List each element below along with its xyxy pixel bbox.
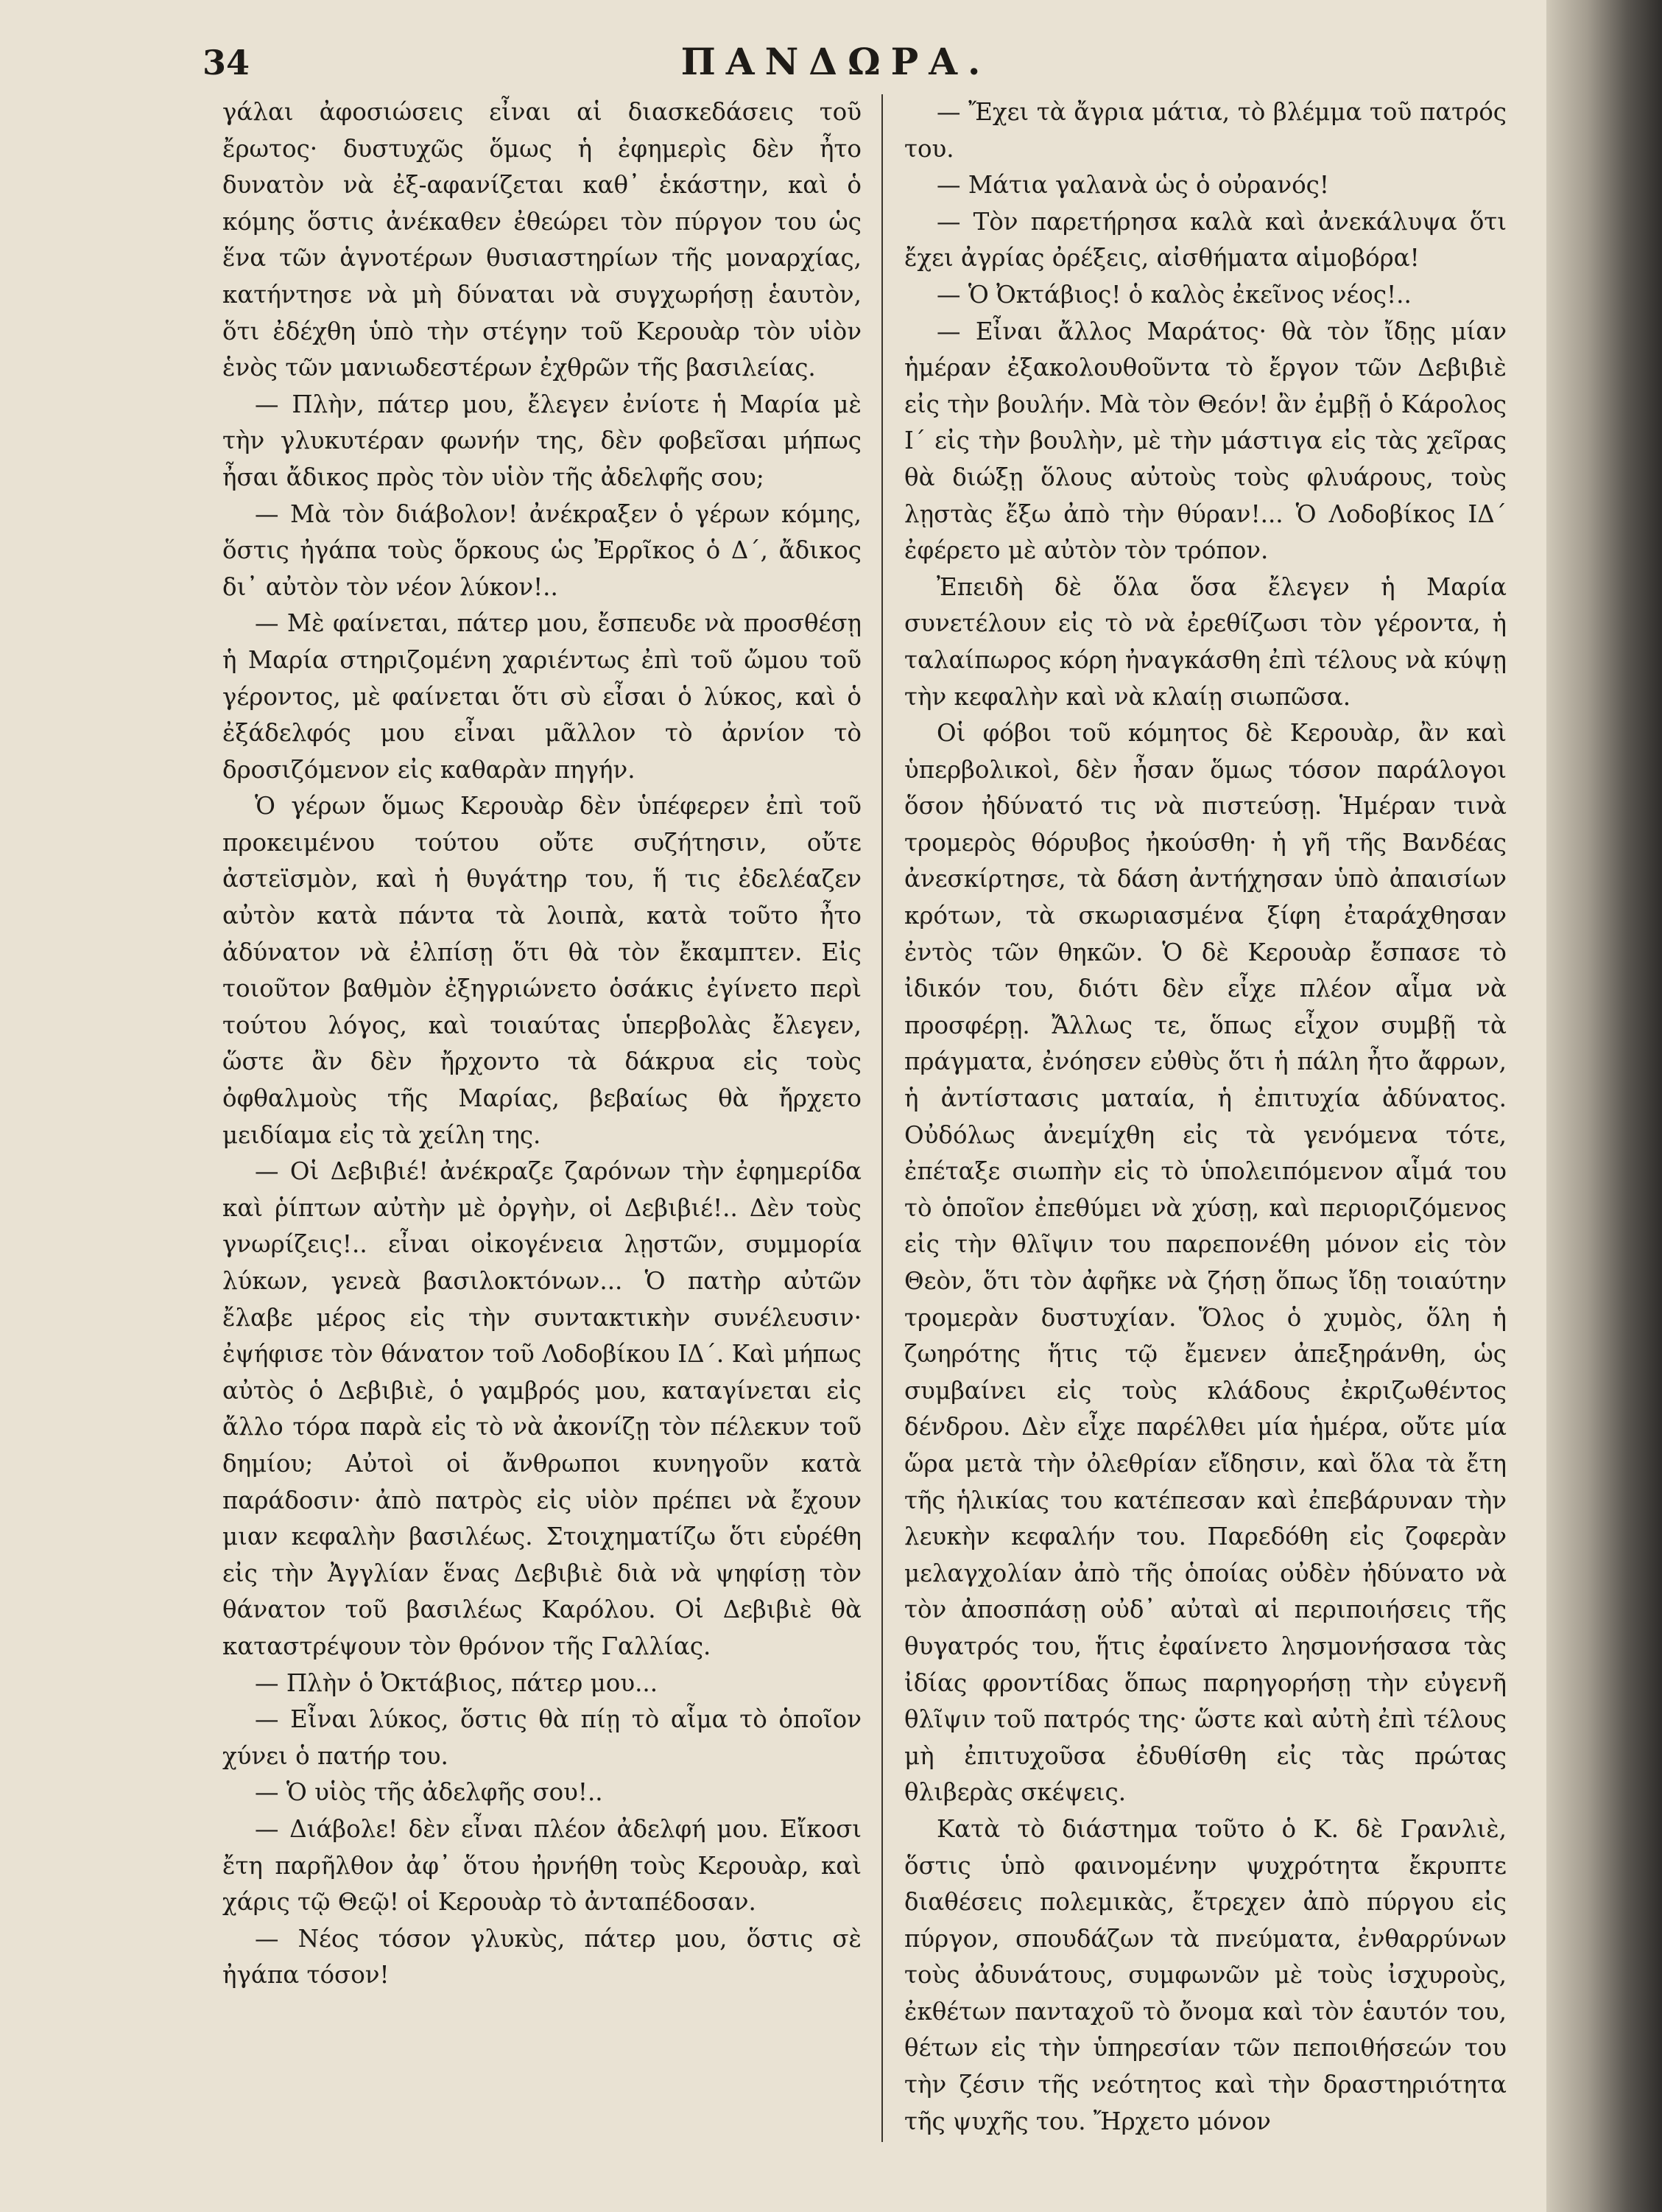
running-title: ΠΑΝΔΩΡΑ. [680, 40, 991, 83]
page-edge-shadow [1546, 0, 1662, 2212]
paragraph: — Ἔχει τὰ ἄγρια μάτια, τὸ βλέμμα τοῦ πατρός του. [904, 98, 1507, 163]
page-number: 34 [203, 43, 250, 82]
page-header [203, 29, 1469, 96]
paragraph: — Πλὴν ὁ Ὀκτάβιος, πάτερ μου... [255, 1668, 658, 1697]
paragraph: — Μὲ φαίνεται, πάτερ μου, ἔσπευδε νὰ προσθέσῃ ἡ Μαρία στηριζομένη χαριέντως ἐπὶ τοῦ ὤμου τοῦ γέροντος, μὲ φαίνεται ὅτι σὺ εἶσαι ὁ λύκος, καὶ ὁ ἐξάδελφός μου εἶναι μᾶλλον τὸ ἀρνίον τὸ δροσιζόμενον εἰς καθαρὰν πηγήν. [222, 609, 862, 784]
paragraph: — Εἶναι ἄλλος Μαράτος· θὰ τὸν ἴδῃς μίαν ἡμέραν ἐξακολουθοῦντα τὸ ἔργον τῶν Δεβιβιὲ εἰς τὴν βουλήν. Μὰ τὸν Θεόν! ἂν ἐμβῇ ὁ Κάρολος Ι΄ εἰς τὴν βουλὴν, μὲ τὴν μάστιγα εἰς τὰς χεῖρας θὰ διώξῃ ὅλους αὐτοὺς τοὺς φλυάρους, τοὺς λῃστὰς ἔξω ἀπὸ τὴν θύραν!... Ὁ Λοδοβίκος ΙΔ΄ ἐφέρετο μὲ αὐτὸν τὸν τρόπον. [904, 317, 1507, 565]
paragraph: — Εἶναι λύκος, ὅστις θὰ πίῃ τὸ αἷμα τὸ ὁποῖον χύνει ὁ πατήρ του. [222, 1705, 862, 1770]
paragraph: — Πλὴν, πάτερ μου, ἔλεγεν ἐνίοτε ἡ Μαρία μὲ τὴν γλυκυτέραν φωνήν της, δὲν φοβεῖσαι μήπως ἦσαι ἄδικος πρὸς τὸν υἱὸν τῆς ἀδελφῆς σου; [222, 390, 862, 491]
paragraph: Ἐπειδὴ δὲ ὅλα ὅσα ἔλεγεν ἡ Μαρία συνετέλουν εἰς τὸ νὰ ἐρεθίζωσι τὸν γέροντα, ἡ ταλαίπωρος κόρη ἠναγκάσθη ἐπὶ τέλους νὰ κύψῃ τὴν κεφαλὴν καὶ νὰ κλαίῃ σιωπῶσα. [904, 572, 1507, 711]
paragraph: Κατὰ τὸ διάστημα τοῦτο ὁ Κ. δὲ Γρανλιὲ, ὅστις ὑπὸ φαινομένην ψυχρότητα ἔκρυπτε διαθέσεις πολεμικὰς, ἔτρεχεν ἀπὸ πύργου εἰς πύργον, σπουδάζων τὰ πνεύματα, ἐνθαρρύνων τοὺς ἀδυνάτους, συμφωνῶν μὲ τοὺς ἰσχυροὺς, ἐκθέτων πανταχοῦ τὸ ὄνομα καὶ τὸν ἑαυτόν του, θέτων εἰς τὴν ὑπηρεσίαν τῶν πεποιθήσεών του τὴν ζέσιν τῆς νεότητος καὶ τὴν δραστηριότητα τῆς ψυχῆς του. Ἤρχετο μόνον [904, 1814, 1507, 2135]
paragraph: Οἱ φόβοι τοῦ κόμητος δὲ Κερουὰρ, ἂν καὶ ὑπερβολικοὶ, δὲν ἦσαν ὅμως τόσον παράλογοι ὅσον ἠδύνατό τις νὰ πιστεύσῃ. Ἡμέραν τινὰ τρομερὸς θόρυβος ἠκούσθη· ἡ γῆ τῆς Βανδέας ἀνεσκίρτησε, τὰ δάση ἀντήχησαν ὑπὸ ἀπαισίων κρότων, τὰ σκωριασμένα ξίφη ἐταράχθησαν ἐντὸς τῶν θηκῶν. Ὁ δὲ Κερουὰρ ἔσπασε τὸ ἰδικόν του, διότι δὲν εἶχε πλέον αἷμα νὰ προσφέρῃ. Ἄλλως τε, ὅπως εἶχον συμβῇ τὰ πράγματα, ἐνόησεν εὐθὺς ὅτι ἡ πάλη ἦτο ἄφρων, ἡ ἀντίστασις ματαία, ἡ ἐπιτυχία ἀδύνατος. Οὐδόλως ἀνεμίχθη εἰς τὰ γενόμενα τότε, ἐπέταξε σιωπὴν εἰς τὸ ὑπολειπόμενον αἷμά του τὸ ὁποῖον ἐπεθύμει νὰ χύσῃ, καὶ περιοριζόμενος εἰς τὴν θλῖψιν του παρεπονέθη μόνον εἰς τὸν Θεὸν, ὅτι τὸν ἀφῆκε νὰ ζήσῃ ὅπως ἴδῃ τοιαύτην τρομερὰν δυστυχίαν. Ὅλος ὁ χυμὸς, ὅλη ἡ ζωηρότης ἥτις τῷ ἔμενεν ἀπεξηράνθη, ὡς συμβαίνει εἰς τοὺς κλάδους ἐκριζωθέντος δένδρου. Δὲν εἶχε παρέλθει μία ἡμέρα, οὔτε μία ὥρα μετὰ τὴν ὀλεθρίαν εἴδησιν, καὶ ὅλα τὰ ἔτη τῆς ἡλικίας του κατέπεσαν καὶ ἐπεβάρυναν τὴν λευκὴν κεφαλήν του. Παρεδόθη εἰς ζοφερὰν μελαγχολίαν ἀπὸ τῆς ὁποίας οὐδὲν ἠδύνατο νὰ τὸν ἀποσπάσῃ οὐδ᾽ αὐταὶ αἱ περιποιήσεις τῆς θυγατρός του, ἥτις ἐφαίνετο λησμονήσασα τὰς ἰδίας φροντίδας ὅπως παρηγορήσῃ τὴν εὐγενῆ θλῖψιν τοῦ πατρός της· ὥστε καὶ αὐτὴ ἐπὶ τέλους μὴ ἐπιτυχοῦσα ἐδυθίσθη εἰς τὰς πρώτας θλιβερὰς σκέψεις. [904, 719, 1507, 1807]
paragraph: — Μὰ τὸν διάβολον! ἀνέκραξεν ὁ γέρων κόμης, ὅστις ἠγάπα τοὺς ὅρκους ὡς Ἐρρῖκος ὁ Δ΄, ἄδικος δι᾽ αὐτὸν τὸν νέον λύκον!.. [222, 499, 862, 601]
left-column [222, 94, 862, 1994]
paragraph: — Μάτια γαλανὰ ὡς ὁ οὐρανός! [937, 171, 1329, 200]
paragraph: — Τὸν παρετήρησα καλὰ καὶ ἀνεκάλυψα ὅτι ἔχει ἀγρίας ὀρέξεις, αἰσθήματα αἱμοβόρα! [904, 207, 1507, 273]
paragraph: Ὁ γέρων ὅμως Κερουὰρ δὲν ὑπέφερεν ἐπὶ τοῦ προκειμένου τούτου οὔτε συζήτησιν, οὔτε ἀστεϊσμὸν, καὶ ἡ θυγάτηρ του, ἥ τις ἐδελέαζεν αὐτὸν κατὰ πάντα τὰ λοιπὰ, κατὰ τοῦτο ἦτο ἀδύνατον νὰ ἐλπίσῃ ὅτι θὰ τὸν ἔκαμπτεν. Εἰς τοιοῦτον βαθμὸν ἐξηγριώνετο ὁσάκις ἐγίνετο περὶ τούτου λόγος, καὶ τοιαύτας ὑπερβολὰς ἔλεγεν, ὥστε ἂν δὲν ἤρχοντο τὰ δάκρυα εἰς τοὺς ὀφθαλμοὺς τῆς Μαρίας, βεβαίως θὰ ἤρχετο μειδίαμα εἰς τὰ χείλη της. [222, 792, 862, 1149]
paragraph: γάλαι ἀφοσιώσεις εἶναι αἱ διασκεδάσεις τοῦ ἔρωτος· δυστυχῶς ὅμως ἡ ἐφημερὶς δὲν ἦτο δυνατὸν νὰ ἐξ-αφανίζεται καθ᾽ ἑκάστην, καὶ ὁ κόμης ὅστις ἀνέκαθεν ἐθεώρει τὸν πύργον του ὡς ἕνα τῶν ἁγνοτέρων θυσιαστηρίων τῆς μοναρχίας, κατήντησε νὰ μὴ δύναται νὰ συγχωρήσῃ ἑαυτὸν, ὅτι ἐδέχθη ὑπὸ τὴν στέγην τοῦ Κερουὰρ τὸν υἱὸν ἑνὸς τῶν μανιωδεστέρων ἐχθρῶν τῆς βασιλείας. [222, 98, 862, 382]
right-column [904, 94, 1507, 2140]
paragraph: — Οἱ Δεβιβιέ! ἀνέκραζε ζαρόνων τὴν ἐφημερίδα καὶ ῥίπτων αὐτὴν μὲ ὀργὴν, οἱ Δεβιβιέ!.. Δὲν τοὺς γνωρίζεις!.. εἶναι οἰκογένεια λῃστῶν, συμμορία λύκων, γενεὰ βασιλοκτόνων... Ὁ πατὴρ αὐτῶν ἔλαβε μέρος εἰς τὴν συντακτικὴν συνέλευσιν· ἐψήφισε τὸν θάνατον τοῦ Λοδοβίκου ΙΔ΄. Καὶ μήπως αὐτὸς ὁ Δεβιβιὲ, ὁ γαμβρός μου, καταγίνεται εἰς ἄλλο τόρα παρὰ εἰς τὸ νὰ ἀκονίζῃ τὸν πέλεκυν τοῦ δημίου; Αὐτοὶ οἱ ἄνθρωποι κυνηγοῦν κατὰ παράδοσιν· ἀπὸ πατρὸς εἰς υἱὸν πρέπει νὰ ἔχουν μιαν κεφαλὴν βασιλέως. Στοιχηματίζω ὅτι εὑρέθη εἰς τὴν Ἀγγλίαν ἕνας Δεβιβιὲ διὰ νὰ ψηφίσῃ τὸν θάνατον τοῦ βασιλέως Καρόλου. Οἱ Δεβιβιὲ θὰ καταστρέψουν τὸν θρόνον τῆς Γαλλίας. [222, 1157, 862, 1660]
paragraph: — Νέος τόσον γλυκὺς, πάτερ μου, ὅστις σὲ ἠγάπα τόσον! [222, 1924, 862, 1990]
paragraph: — Διάβολε! δὲν εἶναι πλέον ἀδελφή μου. Εἴκοσι ἔτη παρῆλθον ἀφ᾽ ὅτου ἠρνήθη τοὺς Κερουὰρ, καὶ χάρις τῷ Θεῷ! οἱ Κερουὰρ τὸ ἀνταπέδοσαν. [222, 1814, 862, 1917]
paragraph: — Ὁ υἱὸς τῆς ἀδελφῆς σου!.. [255, 1778, 603, 1807]
paragraph: — Ὁ Ὀκτάβιος! ὁ καλὸς ἐκεῖνος νέος!.. [937, 280, 1412, 309]
column-divider [881, 94, 883, 2142]
